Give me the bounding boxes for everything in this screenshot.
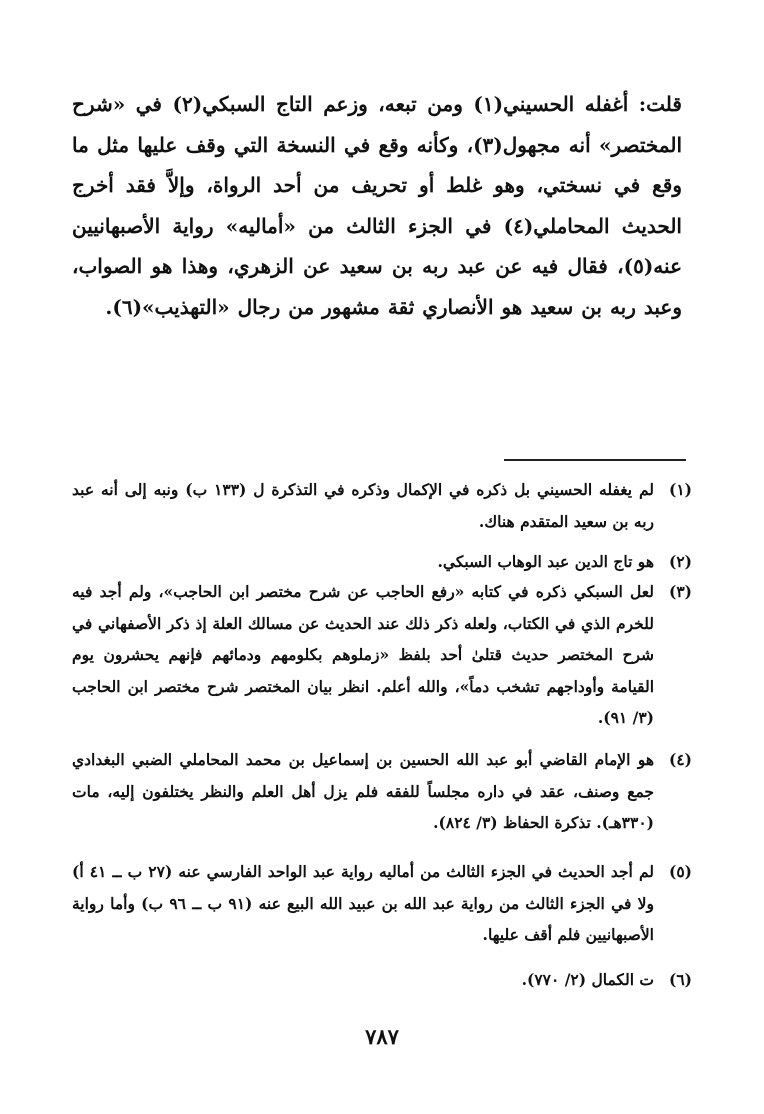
footnote-text: لم أجد الحديث في الجزء الثالث من أماليه رواية عبد الواحد الفارسي عنه (٢٧ ب ــ ٤١ أ) ولا في الجزء الثالث من رواية عبد الله بن عبيد الله البيع عنه (٩١ ب ــ ٩٦ ب) وأما رواية الأصبهانيين فلم أقف عليها. [72, 862, 654, 944]
footnote-1 [72, 474, 692, 546]
footnotes-list [72, 474, 692, 994]
footnote-3 [72, 576, 692, 744]
footnote-text: هو الإمام القاضي أبو عبد الله الحسين بن إسماعيل بن محمد المحاملي الضبي البغدادي جمع وصنف، عقد في داره مجلساً للفقه فلم يزل أهل العلم والنظر يختلفون إليه، مات (٣٣٠هـ). تذكرة الحفاظ (٣/ ٨٢٤). [72, 750, 654, 832]
footnote-number: (١) [668, 480, 692, 499]
footnote-number: (٥) [668, 862, 692, 881]
footnote-5 [72, 856, 692, 964]
footnote-number: (٤) [668, 750, 692, 769]
footnote-text: لعل السبكي ذكره في كتابه «رفع الحاجب عن شرح مختصر ابن الحاجب»، ولم أجد فيه للخرم الذي في الكتاب، ولعله ذكر ذلك عند الحديث عن مسالك العلة إذ ذكر الأصفهاني في شرح المختصر حديث قتلىٰ أحد بلفظ «زملوهم بكلومهم ودمائهم فإنهم يحشرون يوم القيامة وأوداجهم تشخب دماً»، والله أعلم. انظر بيان المختصر شرح مختصر ابن الحاجب (٣/ ٩١). [72, 582, 654, 727]
footnote-text: ت الكمال (٢/ ٧٧٠). [521, 970, 654, 989]
footnote-number: (٦) [668, 970, 692, 989]
footnote-number: (٢) [668, 552, 692, 571]
footnote-2 [72, 546, 692, 576]
footnote-number: (٣) [668, 582, 692, 601]
footnote-6 [72, 964, 692, 994]
footnote-text: لم يغفله الحسيني بل ذكره في الإكمال وذكره في التذكرة ل (١٣٣ ب) ونبه إلى أنه عبد ربه بن سعيد المتقدم هناك. [72, 480, 654, 531]
main-paragraph: قلت: أغفله الحسيني(١) ومن تبعه، وزعم التاج السبكي(٢) في «شرح المختصر» أنه مجهول(٣)، وكأنه وقع في النسخة التي وقف عليها مثل ما وقع في نسختي، وهو غلط أو تحريف من أحد الرواة، وإلاَّ فقد أخرج الحديث المحاملي(٤) في الجزء الثالث من «أماليه» رواية الأصبهانيين عنه(٥)، فقال فيه عن عبد ربه بن سعيد عن الزهري، وهذا هو الصواب، وعبد ربه بن سعيد هو الأنصاري ثقة مشهور من رجال «التهذيب»(٦). [72, 92, 682, 319]
footnote-text: هو تاج الدين عبد الوهاب السبكي. [437, 552, 654, 571]
footnote-4 [72, 744, 692, 856]
footnote-separator [504, 459, 686, 461]
page-number: ٧٨٧ [365, 1024, 399, 1049]
